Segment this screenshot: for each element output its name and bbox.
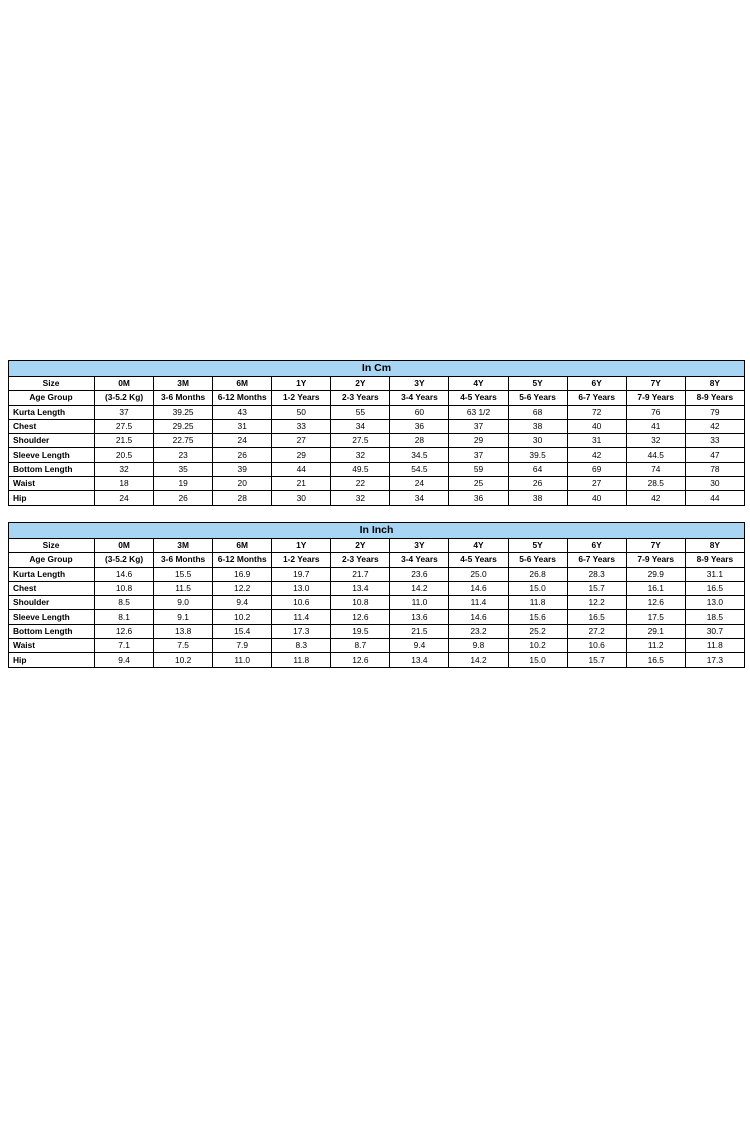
measurement-cell: 14.6 xyxy=(449,581,508,595)
measurement-cell: 27.2 xyxy=(567,624,626,638)
measurement-cell: 21.5 xyxy=(95,434,154,448)
measurement-cell: 12.6 xyxy=(626,596,685,610)
age-group-cell: 4-5 Years xyxy=(449,391,508,405)
measurement-cell: 16.5 xyxy=(567,610,626,624)
age-group-cell: 5-6 Years xyxy=(508,553,567,567)
table-row xyxy=(9,405,745,419)
table-row xyxy=(9,567,745,581)
measurement-cell: 21 xyxy=(272,477,331,491)
measurement-cell: 25 xyxy=(449,477,508,491)
age-group-label: Age Group xyxy=(9,391,95,405)
measurement-label: Shoulder xyxy=(9,596,95,610)
measurement-cell: 12.2 xyxy=(213,581,272,595)
measurement-label: Shoulder xyxy=(9,434,95,448)
measurement-cell: 29.25 xyxy=(154,419,213,433)
measurement-cell: 28.5 xyxy=(626,477,685,491)
table-row xyxy=(9,477,745,491)
measurement-cell: 32 xyxy=(626,434,685,448)
measurement-label: Hip xyxy=(9,653,95,667)
measurement-cell: 69 xyxy=(567,462,626,476)
age-group-cell: 1-2 Years xyxy=(272,553,331,567)
inch-size-table xyxy=(8,522,745,668)
measurement-cell: 33 xyxy=(272,419,331,433)
size-header-cell: 1Y xyxy=(272,539,331,553)
table-row xyxy=(9,419,745,433)
age-group-cell: 2-3 Years xyxy=(331,391,390,405)
measurement-cell: 9.1 xyxy=(154,610,213,624)
age-group-cell: 1-2 Years xyxy=(272,391,331,405)
measurement-cell: 13.0 xyxy=(685,596,744,610)
measurement-cell: 42 xyxy=(567,448,626,462)
measurement-cell: 10.6 xyxy=(272,596,331,610)
size-header-cell: 1Y xyxy=(272,377,331,391)
measurement-cell: 16.5 xyxy=(685,581,744,595)
measurement-cell: 26 xyxy=(508,477,567,491)
measurement-cell: 8.1 xyxy=(95,610,154,624)
measurement-cell: 34 xyxy=(390,491,449,505)
measurement-cell: 13.4 xyxy=(331,581,390,595)
measurement-cell: 9.4 xyxy=(95,653,154,667)
size-header-cell: 4Y xyxy=(449,539,508,553)
measurement-label: Waist xyxy=(9,477,95,491)
measurement-cell: 30.7 xyxy=(685,624,744,638)
measurement-cell: 9.4 xyxy=(213,596,272,610)
measurement-cell: 78 xyxy=(685,462,744,476)
measurement-label: Sleeve Length xyxy=(9,448,95,462)
table-title-row xyxy=(9,523,745,539)
measurement-cell: 12.6 xyxy=(331,610,390,624)
size-header-cell: 3Y xyxy=(390,377,449,391)
size-header-cell: 3M xyxy=(154,539,213,553)
measurement-cell: 19.7 xyxy=(272,567,331,581)
measurement-cell: 23.6 xyxy=(390,567,449,581)
age-group-cell: 8-9 Years xyxy=(685,553,744,567)
measurement-cell: 28 xyxy=(213,491,272,505)
measurement-cell: 29 xyxy=(449,434,508,448)
age-group-cell: 6-12 Months xyxy=(213,391,272,405)
measurement-cell: 9.0 xyxy=(154,596,213,610)
age-group-cell: 6-7 Years xyxy=(567,553,626,567)
measurement-cell: 11.4 xyxy=(272,610,331,624)
measurement-cell: 76 xyxy=(626,405,685,419)
measurement-cell: 13.0 xyxy=(272,581,331,595)
size-header-cell: 8Y xyxy=(685,539,744,553)
measurement-cell: 31.1 xyxy=(685,567,744,581)
measurement-cell: 14.2 xyxy=(449,653,508,667)
measurement-cell: 55 xyxy=(331,405,390,419)
measurement-cell: 31 xyxy=(567,434,626,448)
size-header-cell: 6M xyxy=(213,377,272,391)
measurement-cell: 72 xyxy=(567,405,626,419)
measurement-cell: 16.5 xyxy=(626,653,685,667)
measurement-cell: 7.9 xyxy=(213,639,272,653)
measurement-label: Bottom Length xyxy=(9,624,95,638)
measurement-cell: 26 xyxy=(213,448,272,462)
measurement-cell: 11.2 xyxy=(626,639,685,653)
measurement-cell: 27.5 xyxy=(331,434,390,448)
measurement-cell: 29 xyxy=(272,448,331,462)
measurement-cell: 27 xyxy=(272,434,331,448)
size-header-cell: 0M xyxy=(95,377,154,391)
age-group-label: Age Group xyxy=(9,553,95,567)
measurement-cell: 11.4 xyxy=(449,596,508,610)
measurement-cell: 11.8 xyxy=(272,653,331,667)
size-header-cell: 6Y xyxy=(567,377,626,391)
measurement-label: Chest xyxy=(9,581,95,595)
size-header-cell: 6M xyxy=(213,539,272,553)
measurement-cell: 7.1 xyxy=(95,639,154,653)
measurement-cell: 38 xyxy=(508,419,567,433)
measurement-cell: 18 xyxy=(95,477,154,491)
measurement-cell: 37 xyxy=(449,448,508,462)
measurement-cell: 17.3 xyxy=(272,624,331,638)
measurement-label: Chest xyxy=(9,419,95,433)
measurement-cell: 11.5 xyxy=(154,581,213,595)
table-row xyxy=(9,653,745,667)
size-label: Size xyxy=(9,377,95,391)
table-title-row xyxy=(9,361,745,377)
measurement-cell: 30 xyxy=(272,491,331,505)
measurement-cell: 12.6 xyxy=(331,653,390,667)
measurement-cell: 32 xyxy=(95,462,154,476)
table-row xyxy=(9,434,745,448)
measurement-cell: 21.7 xyxy=(331,567,390,581)
size-header-cell: 2Y xyxy=(331,377,390,391)
table-row xyxy=(9,491,745,505)
table-row xyxy=(9,624,745,638)
size-header-cell: 4Y xyxy=(449,377,508,391)
measurement-cell: 38 xyxy=(508,491,567,505)
measurement-cell: 27 xyxy=(567,477,626,491)
measurement-cell: 11.8 xyxy=(685,639,744,653)
measurement-cell: 15.5 xyxy=(154,567,213,581)
measurement-cell: 17.3 xyxy=(685,653,744,667)
table-title: In Inch xyxy=(9,523,745,539)
measurement-cell: 11.0 xyxy=(390,596,449,610)
measurement-cell: 24 xyxy=(95,491,154,505)
age-group-cell: 8-9 Years xyxy=(685,391,744,405)
measurement-cell: 26.8 xyxy=(508,567,567,581)
measurement-cell: 19 xyxy=(154,477,213,491)
age-group-cell: 3-6 Months xyxy=(154,553,213,567)
size-label: Size xyxy=(9,539,95,553)
table-row xyxy=(9,610,745,624)
measurement-cell: 20 xyxy=(213,477,272,491)
age-group-cell: (3-5.2 Kg) xyxy=(95,391,154,405)
measurement-cell: 26 xyxy=(154,491,213,505)
size-header-cell: 8Y xyxy=(685,377,744,391)
measurement-cell: 39 xyxy=(213,462,272,476)
age-group-cell: 4-5 Years xyxy=(449,553,508,567)
measurement-cell: 13.4 xyxy=(390,653,449,667)
measurement-cell: 54.5 xyxy=(390,462,449,476)
measurement-cell: 17.5 xyxy=(626,610,685,624)
measurement-cell: 39.5 xyxy=(508,448,567,462)
measurement-cell: 68 xyxy=(508,405,567,419)
measurement-cell: 34 xyxy=(331,419,390,433)
measurement-cell: 21.5 xyxy=(390,624,449,638)
measurement-cell: 40 xyxy=(567,491,626,505)
measurement-cell: 25.2 xyxy=(508,624,567,638)
age-group-cell: 6-7 Years xyxy=(567,391,626,405)
measurement-cell: 29.9 xyxy=(626,567,685,581)
measurement-cell: 12.2 xyxy=(567,596,626,610)
measurement-cell: 14.6 xyxy=(95,567,154,581)
age-group-cell: 3-4 Years xyxy=(390,391,449,405)
measurement-cell: 50 xyxy=(272,405,331,419)
measurement-cell: 15.4 xyxy=(213,624,272,638)
measurement-cell: 39.25 xyxy=(154,405,213,419)
size-header-cell: 6Y xyxy=(567,539,626,553)
age-group-row xyxy=(9,391,745,405)
measurement-cell: 8.7 xyxy=(331,639,390,653)
measurement-cell: 14.2 xyxy=(390,581,449,595)
measurement-cell: 49.5 xyxy=(331,462,390,476)
measurement-cell: 40 xyxy=(567,419,626,433)
measurement-cell: 15.0 xyxy=(508,653,567,667)
size-chart-inch xyxy=(8,522,745,668)
table-row xyxy=(9,639,745,653)
table-row xyxy=(9,448,745,462)
cm-size-table xyxy=(8,360,745,506)
measurement-cell: 13.8 xyxy=(154,624,213,638)
measurement-cell: 19.5 xyxy=(331,624,390,638)
measurement-cell: 20.5 xyxy=(95,448,154,462)
measurement-cell: 31 xyxy=(213,419,272,433)
measurement-cell: 10.8 xyxy=(331,596,390,610)
measurement-cell: 25.0 xyxy=(449,567,508,581)
table-row xyxy=(9,581,745,595)
measurement-cell: 11.8 xyxy=(508,596,567,610)
measurement-cell: 79 xyxy=(685,405,744,419)
measurement-cell: 30 xyxy=(508,434,567,448)
measurement-cell: 30 xyxy=(685,477,744,491)
table-row xyxy=(9,596,745,610)
measurement-cell: 74 xyxy=(626,462,685,476)
age-group-cell: 5-6 Years xyxy=(508,391,567,405)
age-group-cell: 7-9 Years xyxy=(626,553,685,567)
size-header-cell: 5Y xyxy=(508,539,567,553)
table-row xyxy=(9,462,745,476)
measurement-cell: 8.3 xyxy=(272,639,331,653)
measurement-cell: 10.6 xyxy=(567,639,626,653)
measurement-cell: 23.2 xyxy=(449,624,508,638)
size-header-row xyxy=(9,377,745,391)
measurement-cell: 29.1 xyxy=(626,624,685,638)
measurement-cell: 44 xyxy=(685,491,744,505)
table-title: In Cm xyxy=(9,361,745,377)
size-header-cell: 3Y xyxy=(390,539,449,553)
age-group-cell: 2-3 Years xyxy=(331,553,390,567)
measurement-cell: 37 xyxy=(95,405,154,419)
measurement-cell: 42 xyxy=(626,491,685,505)
measurement-cell: 60 xyxy=(390,405,449,419)
measurement-cell: 7.5 xyxy=(154,639,213,653)
measurement-cell: 32 xyxy=(331,491,390,505)
measurement-cell: 27.5 xyxy=(95,419,154,433)
measurement-cell: 15.7 xyxy=(567,653,626,667)
measurement-cell: 13.6 xyxy=(390,610,449,624)
measurement-cell: 44 xyxy=(272,462,331,476)
measurement-cell: 42 xyxy=(685,419,744,433)
measurement-cell: 44.5 xyxy=(626,448,685,462)
measurement-cell: 37 xyxy=(449,419,508,433)
measurement-cell: 33 xyxy=(685,434,744,448)
size-chart-cm xyxy=(8,360,745,506)
measurement-cell: 10.8 xyxy=(95,581,154,595)
size-header-cell: 7Y xyxy=(626,377,685,391)
size-header-cell: 2Y xyxy=(331,539,390,553)
measurement-cell: 11.0 xyxy=(213,653,272,667)
measurement-cell: 34.5 xyxy=(390,448,449,462)
age-group-row xyxy=(9,553,745,567)
measurement-cell: 63 1/2 xyxy=(449,405,508,419)
age-group-cell: 3-4 Years xyxy=(390,553,449,567)
measurement-cell: 12.6 xyxy=(95,624,154,638)
measurement-cell: 28.3 xyxy=(567,567,626,581)
measurement-cell: 36 xyxy=(449,491,508,505)
measurement-cell: 32 xyxy=(331,448,390,462)
measurement-cell: 22 xyxy=(331,477,390,491)
measurement-cell: 64 xyxy=(508,462,567,476)
measurement-cell: 24 xyxy=(213,434,272,448)
measurement-cell: 36 xyxy=(390,419,449,433)
age-group-cell: 7-9 Years xyxy=(626,391,685,405)
measurement-cell: 10.2 xyxy=(213,610,272,624)
measurement-cell: 22.75 xyxy=(154,434,213,448)
measurement-label: Kurta Length xyxy=(9,405,95,419)
measurement-cell: 43 xyxy=(213,405,272,419)
measurement-cell: 16.1 xyxy=(626,581,685,595)
measurement-label: Hip xyxy=(9,491,95,505)
measurement-cell: 15.6 xyxy=(508,610,567,624)
measurement-cell: 15.0 xyxy=(508,581,567,595)
measurement-label: Waist xyxy=(9,639,95,653)
measurement-label: Sleeve Length xyxy=(9,610,95,624)
measurement-label: Bottom Length xyxy=(9,462,95,476)
size-header-cell: 0M xyxy=(95,539,154,553)
size-header-row xyxy=(9,539,745,553)
age-group-cell: 6-12 Months xyxy=(213,553,272,567)
measurement-cell: 35 xyxy=(154,462,213,476)
size-header-cell: 3M xyxy=(154,377,213,391)
measurement-cell: 18.5 xyxy=(685,610,744,624)
measurement-cell: 47 xyxy=(685,448,744,462)
measurement-cell: 10.2 xyxy=(508,639,567,653)
measurement-cell: 10.2 xyxy=(154,653,213,667)
age-group-cell: 3-6 Months xyxy=(154,391,213,405)
measurement-cell: 8.5 xyxy=(95,596,154,610)
measurement-cell: 23 xyxy=(154,448,213,462)
measurement-cell: 41 xyxy=(626,419,685,433)
measurement-cell: 15.7 xyxy=(567,581,626,595)
size-header-cell: 5Y xyxy=(508,377,567,391)
age-group-cell: (3-5.2 Kg) xyxy=(95,553,154,567)
measurement-label: Kurta Length xyxy=(9,567,95,581)
measurement-cell: 24 xyxy=(390,477,449,491)
measurement-cell: 59 xyxy=(449,462,508,476)
measurement-cell: 9.8 xyxy=(449,639,508,653)
measurement-cell: 14.6 xyxy=(449,610,508,624)
measurement-cell: 28 xyxy=(390,434,449,448)
measurement-cell: 9.4 xyxy=(390,639,449,653)
size-header-cell: 7Y xyxy=(626,539,685,553)
measurement-cell: 16.9 xyxy=(213,567,272,581)
